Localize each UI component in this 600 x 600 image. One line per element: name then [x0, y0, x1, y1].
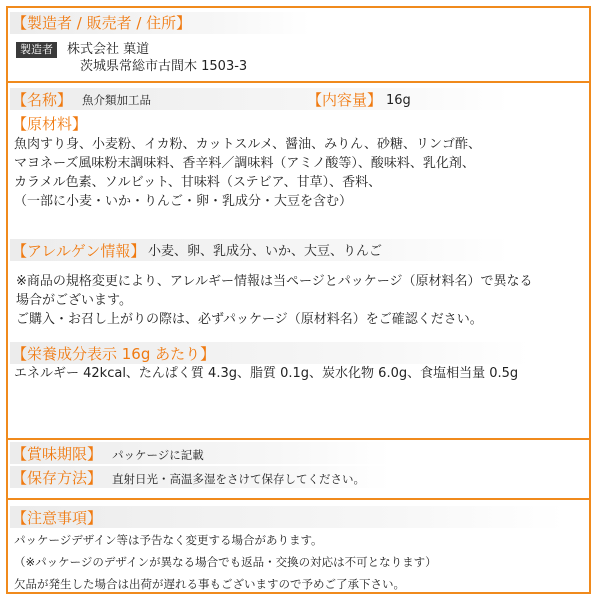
amount-label: 【内容量】 — [307, 91, 383, 109]
allergy-value: 小麦、卵、乳成分、いか、大豆、りんご — [148, 244, 383, 259]
ingredients-line: マヨネーズ風味粉末調味料、香辛料／調味料（アミノ酸等）、酸味料、乳化剤、 — [14, 156, 475, 171]
maker-company: 株式会社 菓道 — [67, 42, 150, 57]
notes-line: パッケージデザイン等は予告なく変更する場合があります。 — [14, 533, 323, 547]
ingredients-label: 【原材料】 — [12, 115, 88, 133]
storage-label: 【保存方法】 — [12, 469, 103, 487]
maker-address: 茨城県常総市古間木 1503-3 — [80, 59, 248, 74]
maker-tag: 製造者 — [16, 42, 57, 58]
maker-section — [8, 8, 589, 78]
ingredients-line: 魚肉すり身、小麦粉、イカ粉、カットスルメ、醤油、みりん、砂糖、リンゴ酢、 — [14, 137, 481, 152]
amount-value: 16g — [386, 93, 411, 108]
product-section — [8, 83, 589, 438]
allergy-note-line: ※商品の規格変更により、アレルギー情報は当ページとパッケージ（原材料名）で異なる — [16, 274, 533, 289]
shelf-value: パッケージに記載 — [112, 448, 204, 462]
maker-row — [16, 38, 149, 59]
notes-line: （※パッケージのデザインが異なる場合でも返品・交換の対応は不可となります） — [14, 555, 437, 569]
ingredients-list — [14, 135, 481, 211]
notes-label: 【注意事項】 — [12, 509, 103, 527]
name-label: 【名称】 — [12, 91, 73, 109]
name-value: 魚介類加工品 — [82, 93, 151, 107]
shelf-section — [8, 440, 589, 495]
allergy-note-line: 場合がございます。 — [16, 293, 132, 308]
maker-header: 【製造者 / 販売者 / 住所】 — [12, 14, 192, 32]
storage-value: 直射日光・高温多湿をさけて保存してください。 — [112, 472, 365, 486]
product-info-frame — [6, 6, 591, 594]
nutrition-label: 【栄養成分表示 16g あたり】 — [12, 345, 216, 363]
nutrition-value: エネルギー 42kcal、たんぱく質 4.3g、脂質 0.1g、炭水化物 6.0g、食塩相当量 0.5g — [14, 366, 519, 381]
notes-section — [8, 500, 589, 594]
notes-line: 欠品が発生した場合は出荷が遅れる事もございますので予めご了承下さい。 — [14, 577, 405, 591]
allergy-label: 【アレルゲン情報】 — [12, 242, 146, 260]
shelf-label: 【賞味期限】 — [12, 445, 103, 463]
notes-list — [14, 531, 437, 593]
allergy-notes — [16, 272, 533, 329]
ingredients-line: カラメル色素、ソルビット、甘味料（ステビア、甘草）、香料、 — [14, 175, 382, 190]
allergy-note-line: ご購入・お召し上がりの際は、必ずパッケージ（原材料名）をご確認ください。 — [16, 312, 483, 327]
ingredients-line: （一部に小麦・いか・りんご・卵・乳成分・大豆を含む） — [14, 194, 353, 209]
